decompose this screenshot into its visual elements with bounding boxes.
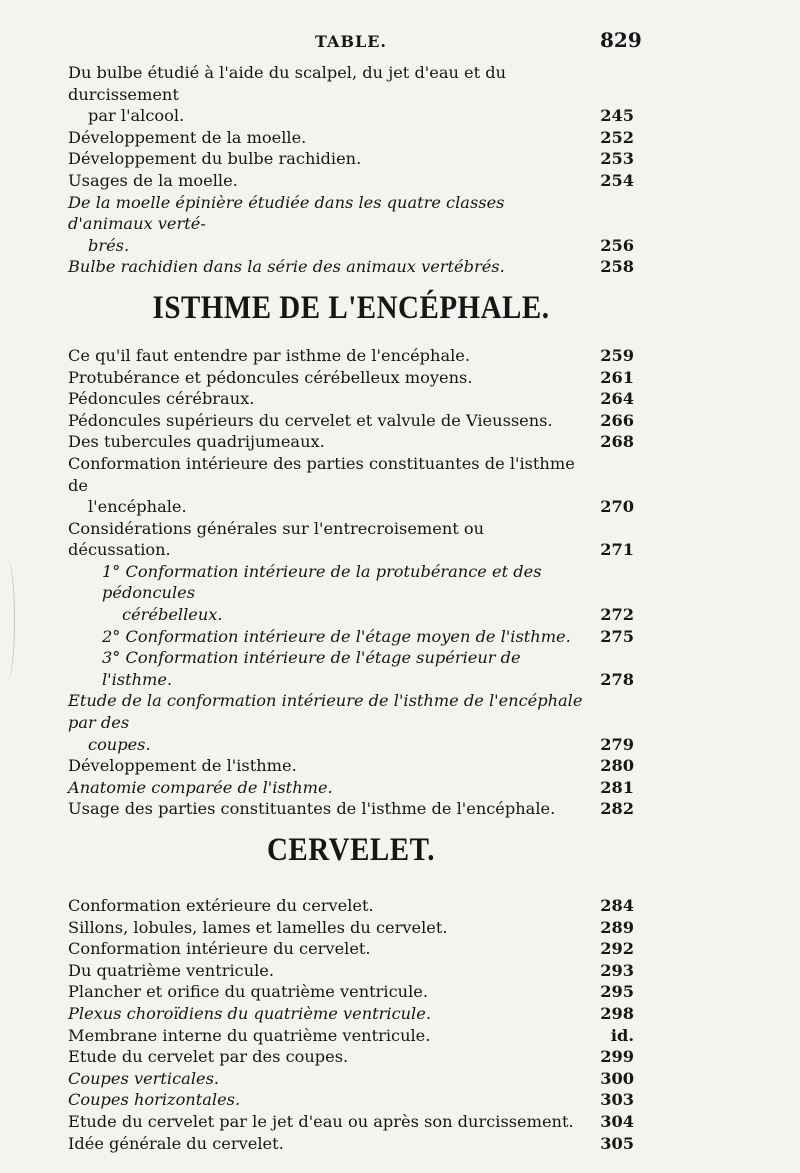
toc-entry-title bbox=[68, 981, 588, 1003]
toc-entry-title bbox=[68, 410, 588, 432]
toc-entry-text: Développement du bulbe rachidien. bbox=[68, 149, 362, 169]
toc-entry-text: Du quatrième ventricule. bbox=[68, 960, 275, 980]
toc-entry-continuation: brés. bbox=[88, 235, 130, 255]
toc-entry bbox=[68, 690, 634, 755]
toc-entry bbox=[68, 1089, 634, 1111]
toc-entry-text: Développement de l'isthme. bbox=[68, 756, 297, 776]
toc-entry-text: Conformation intérieure du cervelet. bbox=[68, 939, 371, 959]
toc-entry bbox=[68, 431, 634, 453]
toc-entry-text: Etude de la conformation intérieure de l'isthme de l'encéphale par des bbox=[68, 691, 583, 733]
toc-entry-text: Usages de la moelle. bbox=[68, 170, 238, 190]
toc-entry-title bbox=[68, 895, 588, 917]
toc-entry-text: Coupes verticales. bbox=[68, 1068, 220, 1088]
toc-entry bbox=[68, 1003, 634, 1025]
toc-entry bbox=[68, 647, 634, 690]
running-head: TABLE. bbox=[315, 32, 387, 51]
toc-entry-text: 1° Conformation intérieure de la protubérance et des pédoncules bbox=[102, 561, 542, 603]
toc-entry-title bbox=[68, 917, 588, 939]
toc-entry bbox=[68, 960, 634, 982]
toc-entry bbox=[68, 192, 634, 257]
section-title-isthme: ISTHME DE L'ENCÉPHALE. bbox=[152, 289, 550, 326]
toc-entry-text: Sillons, lobules, lames et lamelles du cervelet. bbox=[68, 917, 448, 937]
toc-entry-page: 282 bbox=[600, 799, 634, 819]
toc-entry bbox=[68, 367, 634, 389]
toc-entry-page: 281 bbox=[600, 777, 634, 797]
toc-entry-text: Du bulbe étudié à l'aide du scalpel, du jet d'eau et du durcissement bbox=[68, 63, 507, 104]
toc-entry-page: 279 bbox=[600, 734, 634, 754]
toc-entry bbox=[68, 410, 634, 432]
toc-entry-title bbox=[68, 453, 588, 518]
toc-entry bbox=[68, 1133, 634, 1155]
toc-entry-text: Développement de la moelle. bbox=[68, 127, 307, 147]
toc-entry-title bbox=[102, 626, 588, 648]
toc-entry bbox=[68, 755, 634, 777]
toc-entry-title bbox=[68, 148, 588, 170]
toc-entry-page: 252 bbox=[600, 127, 634, 147]
toc-entry-title bbox=[68, 690, 588, 755]
toc-entry-text: Etude du cervelet par le jet d'eau ou après son durcissement. bbox=[68, 1111, 574, 1131]
toc-entry-page: 253 bbox=[600, 149, 634, 169]
toc-entry-title bbox=[68, 431, 588, 453]
toc-entry-continuation: cérébelleux. bbox=[122, 605, 223, 625]
toc-entry-page: 264 bbox=[600, 389, 634, 409]
toc-entry-text: Plexus choroïdiens du quatrième ventricule. bbox=[68, 1003, 431, 1023]
toc-entry-page: 280 bbox=[600, 756, 634, 776]
toc-entry-continuation: l'encéphale. bbox=[88, 497, 187, 517]
toc-entry bbox=[68, 388, 634, 410]
toc-entry bbox=[68, 453, 634, 518]
table-of-contents bbox=[68, 62, 634, 1154]
toc-entry-text: De la moelle épinière étudiée dans les quatre classes d'animaux verté- bbox=[68, 192, 505, 234]
toc-entry-title bbox=[68, 256, 588, 278]
toc-entry-page: 295 bbox=[600, 982, 634, 1002]
toc-entry-page: 245 bbox=[600, 106, 634, 126]
toc-entry-page: 259 bbox=[600, 345, 634, 365]
toc-entry-text: Usage des parties constituantes de l'isthme de l'encéphale. bbox=[68, 799, 556, 819]
toc-entry-page: 270 bbox=[600, 497, 634, 517]
toc-entry bbox=[68, 798, 634, 820]
toc-entry bbox=[68, 895, 634, 917]
toc-entry-page: 272 bbox=[600, 605, 634, 625]
toc-entry-text: Des tubercules quadrijumeaux. bbox=[68, 432, 325, 452]
toc-entry bbox=[68, 127, 634, 149]
toc-entry bbox=[68, 518, 634, 561]
section-isthme-entries bbox=[68, 345, 634, 820]
toc-entry-title bbox=[68, 755, 588, 777]
toc-entry-page: 254 bbox=[600, 170, 634, 190]
toc-entry-text: Bulbe rachidien dans la série des animaux vertébrés. bbox=[68, 257, 505, 277]
toc-entry-title bbox=[102, 561, 588, 626]
toc-entry-page: 256 bbox=[600, 235, 634, 255]
toc-entry-page: 271 bbox=[600, 540, 634, 560]
page-edge-shadow bbox=[0, 560, 15, 680]
toc-entry-text: 2° Conformation intérieure de l'étage moyen de l'isthme. bbox=[102, 626, 571, 646]
toc-entry-title bbox=[68, 777, 588, 799]
toc-entry-title bbox=[68, 960, 588, 982]
toc-entry-page: 284 bbox=[600, 896, 634, 915]
toc-entry bbox=[68, 148, 634, 170]
toc-entry-page: 278 bbox=[600, 669, 634, 689]
toc-entry bbox=[68, 1025, 634, 1047]
toc-entry-page: 304 bbox=[600, 1111, 634, 1131]
toc-entry-title bbox=[68, 367, 588, 389]
toc-entry-text: Etude du cervelet par des coupes. bbox=[68, 1047, 349, 1067]
toc-entry bbox=[68, 1046, 634, 1068]
section-title-cervelet: CERVELET. bbox=[266, 832, 436, 868]
toc-entry-title bbox=[68, 798, 588, 820]
toc-entry-page: 275 bbox=[600, 626, 634, 646]
toc-entry-continuation: par l'alcool. bbox=[88, 106, 185, 126]
toc-entry-text: Protubérance et pédoncules cérébelleux moyens. bbox=[68, 367, 473, 387]
toc-entry-page: 289 bbox=[600, 917, 634, 937]
toc-entry-text: Idée générale du cervelet. bbox=[68, 1133, 284, 1153]
toc-entry-title bbox=[68, 345, 588, 367]
toc-entry-continuation: coupes. bbox=[88, 734, 151, 754]
toc-entry-title bbox=[68, 388, 588, 410]
toc-entry-text: Considérations générales sur l'entrecroisement ou décussation. bbox=[68, 518, 485, 560]
toc-entry-text: Anatomie comparée de l'isthme. bbox=[68, 777, 333, 797]
toc-entry bbox=[68, 626, 634, 648]
toc-entry-title bbox=[68, 1003, 588, 1025]
toc-entry-page: 298 bbox=[600, 1003, 634, 1023]
toc-entry-text: Membrane interne du quatrième ventricule. bbox=[68, 1025, 431, 1045]
toc-entry-title bbox=[68, 1089, 588, 1111]
toc-entry-page: 292 bbox=[600, 939, 634, 959]
toc-entry-page: 299 bbox=[600, 1047, 634, 1067]
toc-entry-title bbox=[68, 1133, 588, 1155]
toc-entry-page: 258 bbox=[600, 257, 634, 277]
toc-entry-text: Conformation intérieure des parties constituantes de l'isthme de bbox=[68, 453, 575, 495]
section-cervelet-entries bbox=[68, 895, 634, 1154]
toc-entry bbox=[68, 1068, 634, 1090]
toc-entry bbox=[68, 917, 634, 939]
toc-entry-text: 3° Conformation intérieure de l'étage supérieur de l'isthme. bbox=[102, 648, 521, 689]
toc-entry bbox=[68, 170, 634, 192]
toc-entry-title bbox=[68, 1111, 588, 1133]
toc-entry-text: Pédoncules supérieurs du cervelet et valvule de Vieussens. bbox=[68, 410, 553, 430]
toc-entry-title bbox=[68, 192, 588, 257]
toc-entry-title bbox=[68, 938, 588, 960]
toc-entry-text: Ce qu'il faut entendre par isthme de l'encéphale. bbox=[68, 345, 471, 365]
toc-entry-page: 303 bbox=[600, 1090, 634, 1110]
toc-entry-page: 266 bbox=[600, 410, 634, 430]
toc-entry-page: 293 bbox=[600, 960, 634, 980]
page-number: 829 bbox=[600, 28, 642, 52]
toc-entry-title bbox=[68, 1046, 588, 1068]
toc-entry bbox=[68, 62, 634, 127]
toc-entry-page: 268 bbox=[600, 432, 634, 452]
toc-entry bbox=[68, 256, 634, 278]
toc-entry-page: 305 bbox=[600, 1133, 634, 1153]
toc-entry bbox=[68, 345, 634, 367]
section-bulbe-entries bbox=[68, 62, 634, 278]
toc-entry bbox=[68, 981, 634, 1003]
toc-entry-page: 261 bbox=[600, 367, 634, 387]
toc-entry-page: 300 bbox=[600, 1068, 634, 1088]
toc-entry bbox=[68, 777, 634, 799]
toc-entry bbox=[68, 1111, 634, 1133]
toc-entry-title bbox=[68, 1025, 588, 1047]
toc-entry-title bbox=[68, 170, 588, 192]
toc-entry-title bbox=[68, 518, 588, 561]
toc-entry-title bbox=[68, 1068, 588, 1090]
toc-entry bbox=[68, 561, 634, 626]
toc-entry bbox=[68, 938, 634, 960]
toc-entry-text: Plancher et orifice du quatrième ventricule. bbox=[68, 982, 428, 1002]
toc-entry-title bbox=[68, 62, 588, 127]
toc-entry-title bbox=[68, 127, 588, 149]
toc-entry-title bbox=[102, 647, 588, 690]
toc-entry-text: Coupes horizontales. bbox=[68, 1090, 241, 1110]
toc-entry-text: Pédoncules cérébraux. bbox=[68, 389, 255, 409]
toc-entry-page: id. bbox=[610, 1025, 634, 1045]
toc-entry-text: Conformation extérieure du cervelet. bbox=[68, 896, 374, 915]
